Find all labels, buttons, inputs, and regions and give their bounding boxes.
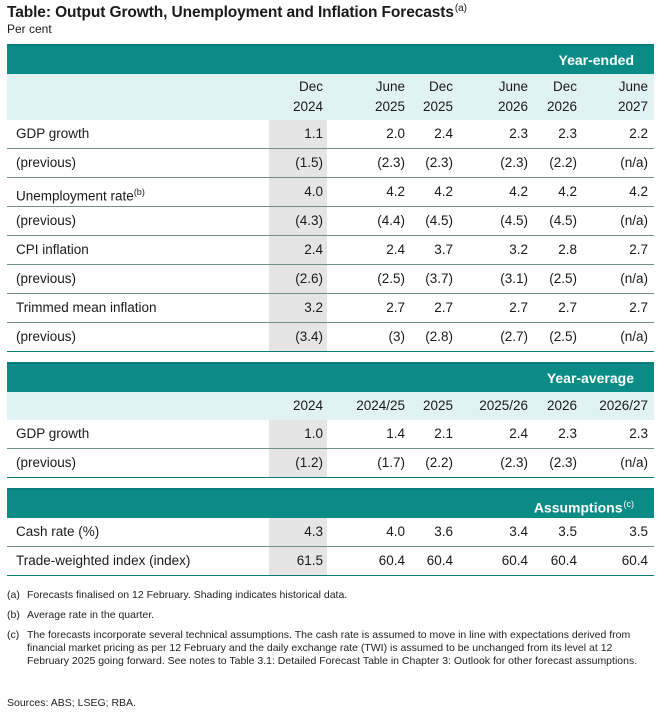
table-row	[7, 293, 654, 322]
row-label: Unemployment rate$^{(b)}$	[16, 187, 145, 204]
table-cell: 3.6	[434, 524, 453, 539]
year-ended-body	[7, 120, 654, 351]
assumptions-band-label: Assumptions$^{(c)}$	[533, 499, 634, 516]
table-cell: 3.5	[629, 524, 648, 539]
table-row	[7, 420, 654, 448]
table-cell: (2.3)	[377, 155, 405, 170]
table-cell: 1.4	[386, 426, 405, 441]
column-header: 2025/26	[479, 398, 528, 413]
table-row	[7, 177, 654, 206]
table-row	[7, 120, 654, 148]
column-header: June 2025	[374, 79, 405, 114]
table-row	[7, 264, 654, 293]
table-cell: 1.0	[304, 426, 323, 441]
table-cell: 2.4	[386, 242, 405, 257]
table-cell: 60.4	[501, 553, 528, 568]
assumptions-body	[7, 518, 654, 575]
table-cell: (n/a)	[620, 329, 648, 344]
column-header: 2025	[422, 398, 453, 413]
row-label: (previous)	[16, 155, 77, 170]
table-title: Table: Output Growth, Unemployment and Inflation Forecasts$^{(a)}$	[7, 3, 467, 22]
table-cell: 4.2	[629, 184, 648, 199]
table-row	[7, 448, 654, 477]
table-cell: 4.2	[386, 184, 405, 199]
table-cell: (2.6)	[295, 271, 323, 286]
year-average-body	[7, 420, 654, 477]
table-cell: (2.3)	[549, 455, 577, 470]
table-cell: 2.1	[434, 426, 453, 441]
assumptions-table	[7, 488, 654, 576]
table-cell: 4.2	[509, 184, 528, 199]
table-cell: 2.7	[509, 300, 528, 315]
table-cell: 2.3	[558, 426, 577, 441]
table-row	[7, 322, 654, 351]
table-cell: (3.4)	[295, 329, 323, 344]
table-cell: (n/a)	[620, 155, 648, 170]
year-average-band-label: Year-average	[546, 370, 634, 386]
table-row	[7, 206, 654, 235]
table-cell: (4.5)	[549, 213, 577, 228]
table-cell: 2.8	[558, 242, 577, 257]
table-cell: 61.5	[296, 553, 323, 568]
table-cell: 2.7	[629, 300, 648, 315]
table-cell: (n/a)	[620, 455, 648, 470]
table-cell: 4.2	[558, 184, 577, 199]
table-cell: (4.5)	[425, 213, 453, 228]
row-label: GDP growth	[16, 126, 90, 141]
table-cell: (4.4)	[377, 213, 405, 228]
sources-note: Sources: ABS; LSEG; RBA.	[7, 697, 136, 709]
table-cell: 3.4	[509, 524, 528, 539]
table-cell: 60.4	[378, 553, 405, 568]
table-cell: 60.4	[621, 553, 648, 568]
year-ended-band-label: Year-ended	[558, 52, 634, 68]
table-cell: 60.4	[550, 553, 577, 568]
table-cell: 1.1	[304, 126, 323, 141]
table-cell: 2.3	[558, 126, 577, 141]
row-label: (previous)	[16, 329, 77, 344]
table-cell: (n/a)	[620, 213, 648, 228]
table-cell: 60.4	[426, 553, 453, 568]
table-cell: 2.7	[558, 300, 577, 315]
table-row	[7, 148, 654, 177]
table-cell: (1.5)	[295, 155, 323, 170]
year-ended-table	[7, 44, 654, 352]
year-average-table	[7, 362, 654, 478]
table-cell: 4.0	[386, 524, 405, 539]
column-header: Dec 2025	[422, 79, 453, 114]
table-cell: 2.7	[434, 300, 453, 315]
row-label: CPI inflation	[16, 242, 89, 257]
column-header: 2026	[546, 398, 577, 413]
table-cell: 2.3	[629, 426, 648, 441]
table-cell: (2.3)	[500, 455, 528, 470]
column-header: 2024	[292, 398, 323, 413]
column-header: Dec 2024	[292, 79, 323, 114]
year-ended-band	[7, 46, 654, 74]
table-row	[7, 546, 654, 575]
title-footnote-marker: (a)	[454, 3, 467, 14]
column-header: 2026/27	[599, 398, 648, 413]
table-cell: (2.2)	[549, 155, 577, 170]
table-cell: (2.3)	[425, 155, 453, 170]
row-label: Trade-weighted index (index)	[16, 553, 191, 568]
year-average-band	[7, 364, 654, 392]
year-average-header	[7, 392, 654, 420]
table-cell: (4.3)	[295, 213, 323, 228]
table-cell: 4.3	[304, 524, 323, 539]
column-header: June 2026	[497, 79, 528, 114]
year-ended-header	[7, 74, 654, 120]
row-label: (previous)	[16, 455, 77, 470]
table-cell: 3.5	[558, 524, 577, 539]
table-cell: (2.3)	[500, 155, 528, 170]
table-cell: (4.5)	[500, 213, 528, 228]
table-cell: 2.2	[629, 126, 648, 141]
table-row	[7, 518, 654, 546]
table-cell: (3)	[388, 329, 405, 344]
row-label: (previous)	[16, 271, 77, 286]
table-cell: 2.4	[304, 242, 323, 257]
row-label: Cash rate (%)	[16, 524, 100, 539]
table-cell: (2.5)	[377, 271, 405, 286]
table-cell: (2.2)	[425, 455, 453, 470]
column-header: Dec 2026	[546, 79, 577, 114]
table-cell: (2.7)	[500, 329, 528, 344]
table-cell: (2.5)	[549, 271, 577, 286]
table-cell: 4.0	[304, 184, 323, 199]
table-cell: (3.1)	[500, 271, 528, 286]
table-cell: 2.0	[386, 126, 405, 141]
table-cell: 2.4	[509, 426, 528, 441]
row-label: GDP growth	[16, 426, 90, 441]
table-cell: (1.7)	[377, 455, 405, 470]
table-cell: 3.7	[434, 242, 453, 257]
table-cell: 4.2	[434, 184, 453, 199]
row-label: (previous)	[16, 213, 77, 228]
assumptions-band	[7, 490, 654, 518]
table-cell: (1.2)	[295, 455, 323, 470]
table-cell: (2.5)	[549, 329, 577, 344]
table-cell: 2.3	[509, 126, 528, 141]
table-cell: (3.7)	[425, 271, 453, 286]
table-cell: (2.8)	[425, 329, 453, 344]
table-cell: 2.7	[386, 300, 405, 315]
table-cell: 3.2	[304, 300, 323, 315]
table-row	[7, 235, 654, 264]
table-cell: 2.4	[434, 126, 453, 141]
table-subtitle: Per cent	[7, 22, 52, 36]
table-cell: (n/a)	[620, 271, 648, 286]
table-cell: 3.2	[509, 242, 528, 257]
table-cell: 2.7	[629, 242, 648, 257]
column-header: June 2027	[617, 79, 648, 114]
row-label: Trimmed mean inflation	[16, 300, 157, 315]
column-header: 2024/25	[356, 398, 405, 413]
